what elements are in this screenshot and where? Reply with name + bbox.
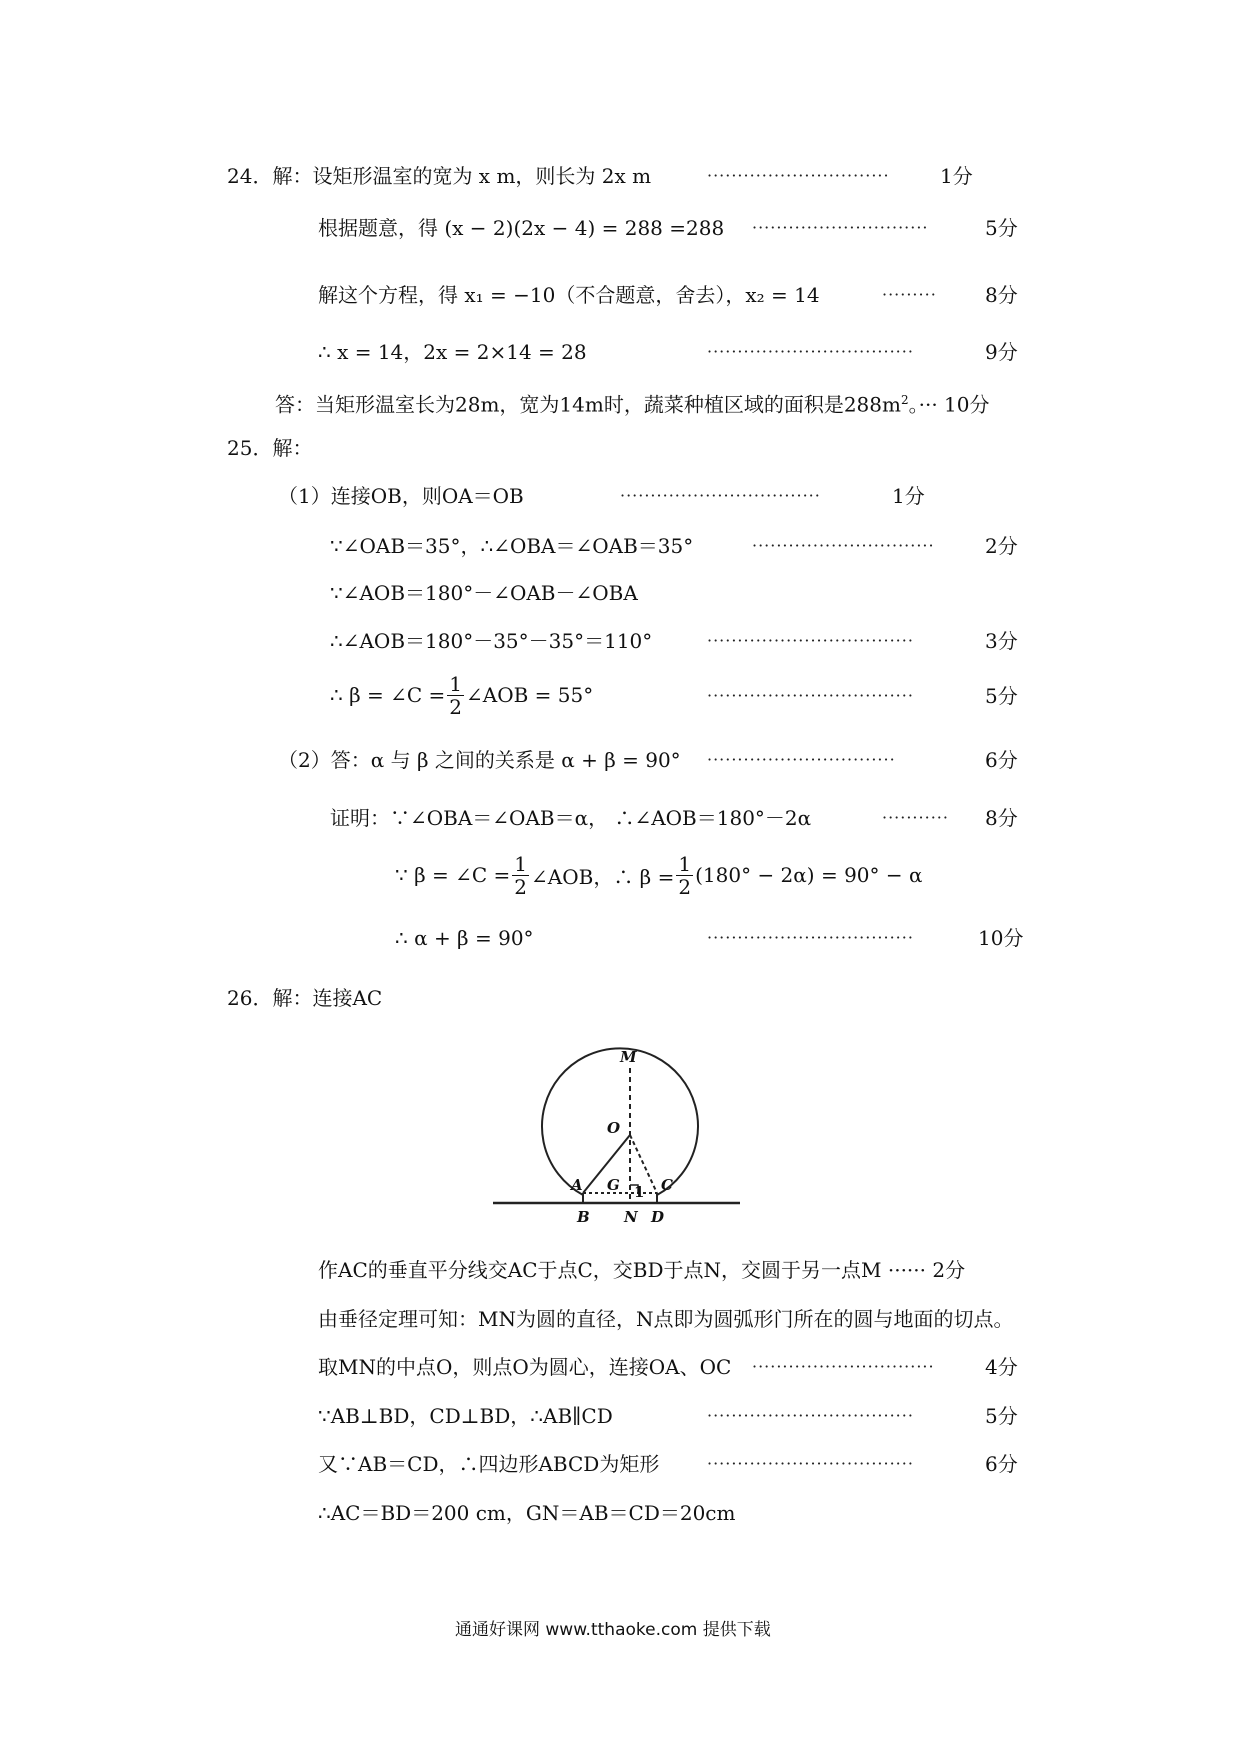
q25-proof-score: 8分 (985, 806, 1018, 830)
label-1: 1 (634, 1183, 645, 1201)
q26-line5: 又∵AB＝CD，∴四边形ABCD为矩形 (318, 1452, 660, 1476)
q25-line8-score: 10分 (978, 926, 1024, 950)
q26-line3: 取MN的中点O，则点O为圆心，连接OA、OC (318, 1355, 732, 1379)
q25-line4-score: 3分 (985, 629, 1018, 653)
label-M: M (620, 1048, 637, 1066)
q25-line2-dots: ······························ (752, 536, 935, 555)
footer-download-note: 通通好课网 www.tthaoke.com 提供下载 (455, 1620, 771, 1640)
label-D: D (651, 1208, 665, 1226)
q25-line8: ∴ α + β = 90° (395, 926, 534, 950)
q25-line4-dots: ·································· (707, 631, 914, 650)
fraction (512, 853, 529, 898)
q26-line6: ∴AC＝BD＝200 cm，GN＝AB＝CD＝20cm (318, 1501, 736, 1525)
q26-line5-dots: ·································· (707, 1454, 914, 1473)
fraction (447, 673, 464, 718)
q25-part2: （2）答：α 与 β 之间的关系是 α + β = 90° (278, 748, 681, 772)
q25-line5 (330, 668, 593, 722)
label-B: B (577, 1208, 590, 1226)
q25-part1-score: 1分 (892, 484, 925, 508)
label-N: N (624, 1208, 638, 1226)
q25-proof: 证明：∵∠OBA＝∠OAB＝α， ∴∠AOB＝180°－2α (330, 806, 812, 830)
q24-answer-text: 答：当矩形温室长为28m，宽为14m时，蔬菜种植区域的面积是288m (275, 392, 901, 417)
q25-line7 (395, 848, 923, 902)
q24-dots1: ······························ (707, 166, 890, 185)
label-A: A (571, 1176, 583, 1194)
q24-score4: 9分 (985, 340, 1018, 364)
q25-line3: ∵∠AOB＝180°－∠OAB－∠OBA (330, 581, 638, 605)
q26-line5-score: 6分 (985, 1452, 1018, 1476)
q24-answer-score: 。··· 10分 (908, 392, 990, 417)
q25-line4: ∴∠AOB＝180°－35°－35°＝110° (330, 629, 653, 653)
q25-line7-c: (180° − 2α) = 90° − α (695, 863, 923, 887)
fraction-num: 1 (514, 851, 528, 876)
q24-line2: 根据题意，得 (x − 2)(2x − 4) = 288 =288 (318, 216, 725, 240)
q24-dots3: ········· (882, 285, 937, 304)
q24-line4: ∴ x = 14，2x = 2×14 = 28 (318, 340, 587, 364)
q25-line2: ∵∠OAB＝35°，∴∠OBA＝∠OAB＝35° (330, 534, 694, 558)
q25-line5-dots: ·································· (707, 686, 914, 705)
q24-line1: 24．解：设矩形温室的宽为 x m，则长为 2x m (227, 164, 652, 188)
q25-part2-dots: ······························· (707, 750, 896, 769)
q24-dots4: ·································· (707, 342, 914, 361)
q25-line2-score: 2分 (985, 534, 1018, 558)
fraction (676, 853, 693, 898)
q26-line4-dots: ·································· (707, 1406, 914, 1425)
q25-proof-dots: ··········· (882, 808, 949, 827)
label-G: G (607, 1176, 620, 1194)
q25-part1: （1）连接OB，则OA＝OB (278, 484, 524, 508)
fraction-den: 2 (449, 694, 463, 719)
q25-line8-dots: ·································· (707, 928, 914, 947)
q25-line7-b: ∠AOB，∴ β = (531, 864, 675, 889)
fraction-den: 2 (514, 874, 528, 899)
q24-score1: 1分 (940, 164, 973, 188)
label-O: O (607, 1119, 621, 1137)
q26-line4-score: 5分 (985, 1404, 1018, 1428)
q26-line3-score: 4分 (985, 1355, 1018, 1379)
q25-head: 25．解： (227, 436, 313, 460)
q24-answer-sup: 2 (900, 393, 909, 407)
q26-line3-dots: ······························ (752, 1357, 935, 1376)
q25-part2-score: 6分 (985, 748, 1018, 772)
fraction-den: 2 (678, 874, 692, 899)
q25-line5-pre: ∴ β = ∠C = (330, 683, 446, 707)
q25-part1-dots: ································· (620, 486, 821, 505)
fraction-num: 1 (449, 671, 463, 696)
q25-line7-a: ∵ β = ∠C = (395, 863, 511, 887)
q25-line5-post: ∠AOB = 55° (466, 683, 594, 707)
q24-score3: 8分 (985, 283, 1018, 307)
fraction-num: 1 (678, 851, 692, 876)
q26-line4: ∵AB⊥BD，CD⊥BD，∴AB∥CD (318, 1404, 613, 1428)
q24-dots2: ····························· (752, 218, 929, 237)
q26-head: 26．解：连接AC (227, 986, 383, 1010)
q25-line5-score: 5分 (985, 684, 1018, 708)
label-C: C (661, 1176, 673, 1194)
q24-score2: 5分 (985, 216, 1018, 240)
q24-answer (275, 387, 990, 418)
q24-line3: 解这个方程，得 x₁ = −10（不合题意，舍去），x₂ = 14 (318, 283, 820, 307)
circle-arch-figure (485, 1040, 755, 1235)
q26-line1: 作AC的垂直平分线交AC于点C，交BD于点N，交圆于另一点M ······ 2分 (318, 1258, 966, 1282)
q26-line2: 由垂径定理可知：MN为圆的直径，N点即为圆弧形门所在的圆与地面的切点。 (318, 1307, 1014, 1331)
